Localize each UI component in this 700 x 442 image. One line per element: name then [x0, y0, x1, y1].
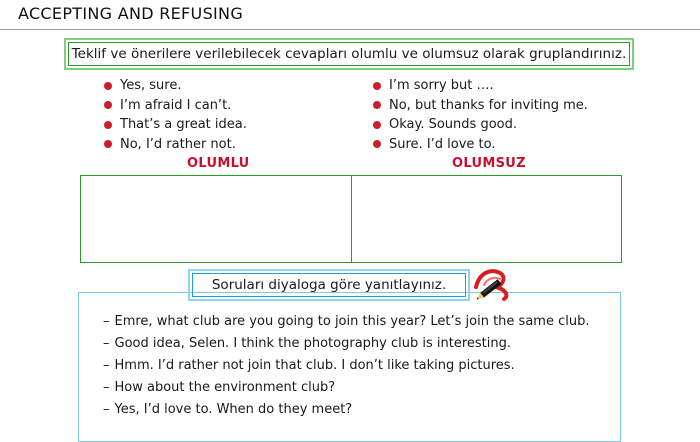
list-item — [373, 96, 588, 116]
instruction-text-dialogue: Soruları diyaloga göre yanıtlayınız. — [192, 273, 466, 297]
bullet-icon — [104, 82, 112, 90]
instruction-box-grouping — [64, 38, 634, 70]
option-text: Sure. I’d love to. — [389, 136, 496, 152]
dash-marker: – — [103, 357, 110, 373]
list-item — [373, 76, 588, 96]
instruction-box-dialogue — [188, 269, 470, 301]
dialogue-line: Hmm. I’d rather not join that club. I don’t like taking pictures. — [114, 357, 515, 373]
dialogue-line: How about the environment club? — [114, 379, 336, 395]
bullet-icon — [104, 121, 112, 129]
column-heading-positive: OLUMLU — [187, 156, 250, 171]
pencil-icon — [470, 265, 512, 301]
option-text: Yes, sure. — [120, 78, 182, 94]
negative-answer-area[interactable] — [352, 176, 622, 262]
option-text: No, I’d rather not. — [120, 136, 236, 152]
dash-marker: – — [103, 313, 110, 329]
list-item — [104, 115, 247, 135]
list-item — [104, 96, 247, 116]
bullet-icon — [104, 140, 112, 148]
dialogue-line: Emre, what club are you going to join this year? Let’s join the same club. — [114, 313, 590, 329]
list-item — [104, 135, 247, 155]
bullet-icon — [373, 101, 381, 109]
dialogue-list — [103, 310, 589, 420]
list-item — [103, 354, 589, 376]
option-text: I’m afraid I can’t. — [120, 97, 232, 113]
option-text: Okay. Sounds good. — [389, 117, 517, 133]
bullet-icon — [104, 101, 112, 109]
list-item — [103, 332, 589, 354]
bullet-icon — [373, 82, 381, 90]
options-list-right — [373, 76, 588, 154]
dash-marker: – — [103, 401, 110, 417]
options-list-left — [104, 76, 247, 154]
list-item — [103, 398, 589, 420]
bullet-icon — [373, 140, 381, 148]
dash-marker: – — [103, 379, 110, 395]
option-text: No, but thanks for inviting me. — [389, 97, 588, 113]
sorting-table — [80, 175, 622, 263]
column-heading-negative: OLUMSUZ — [452, 156, 526, 171]
dialogue-line: Good idea, Selen. I think the photography club is interesting. — [114, 335, 511, 351]
list-item — [103, 310, 589, 332]
bullet-icon — [373, 121, 381, 129]
instruction-text-grouping: Teklif ve önerilere verilebilecek cevapları olumlu ve olumsuz olarak gruplandırınız. — [68, 42, 630, 66]
option-text: I’m sorry but …. — [389, 78, 494, 94]
page-title: ACCEPTING AND REFUSING — [18, 4, 244, 23]
list-item — [373, 135, 588, 155]
title-divider — [0, 29, 700, 30]
list-item — [103, 376, 589, 398]
dash-marker: – — [103, 335, 110, 351]
positive-answer-area[interactable] — [81, 176, 352, 262]
option-text: That’s a great idea. — [120, 117, 247, 133]
dialogue-line: Yes, I’d love to. When do they meet? — [114, 401, 353, 417]
list-item — [373, 115, 588, 135]
list-item — [104, 76, 247, 96]
